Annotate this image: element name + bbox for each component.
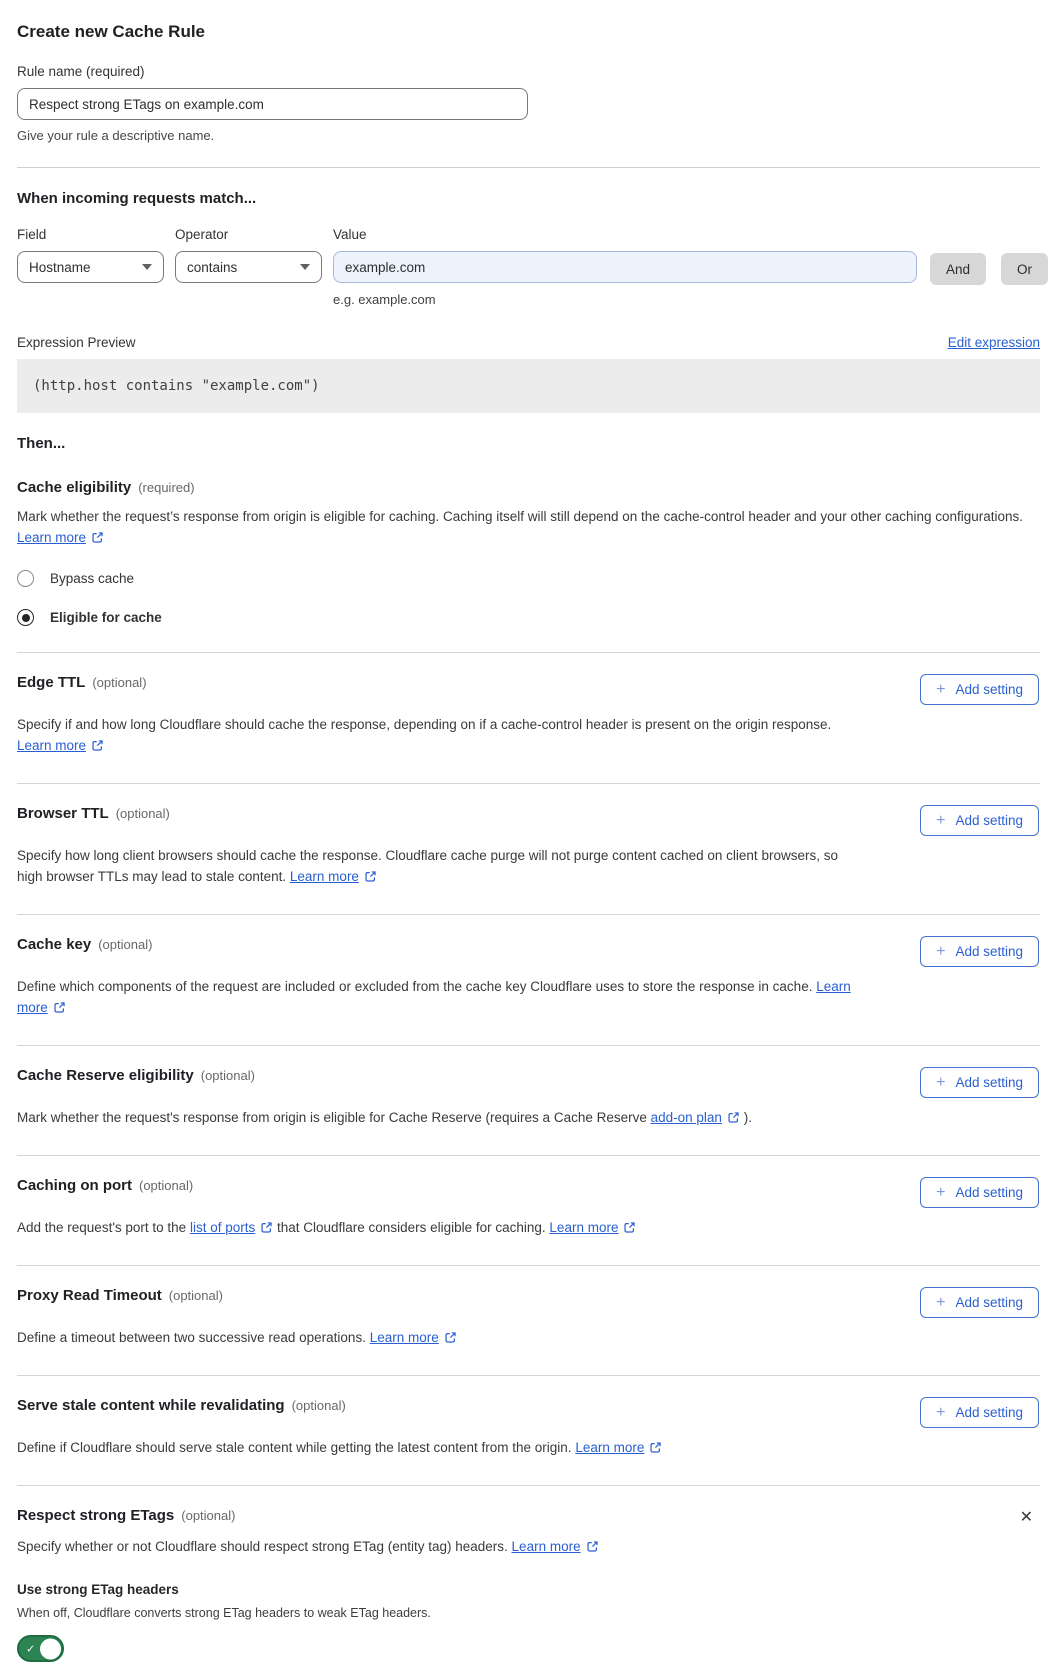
page-title: Create new Cache Rule	[17, 22, 206, 41]
radio-eligible-for-cache[interactable]: Eligible for cache	[17, 609, 162, 626]
field-select[interactable]	[17, 251, 164, 283]
value-hint: e.g. example.com	[333, 292, 436, 307]
optional-tag: (optional)	[98, 937, 153, 952]
optional-tag: (optional)	[115, 806, 170, 821]
setting-proxy-read-timeout: Proxy Read Timeout (optional) + Add setting Define a timeout between two successive read operations. Learn more	[17, 1265, 1040, 1375]
add-setting-button-cache-reserve[interactable]: + Add setting	[920, 1067, 1039, 1098]
setting-edge-ttl: Edge TTL (optional) + Add setting Specify if and how long Cloudflare should cache the response, depending on if a cache-control header is present on the origin response. Learn more	[17, 652, 1040, 783]
radio-icon-selected[interactable]	[17, 609, 34, 626]
external-link-icon	[91, 739, 104, 752]
optional-tag: (optional)	[92, 675, 147, 690]
field-select-value: Hostname	[29, 259, 91, 275]
radio-bypass-cache[interactable]: Bypass cache	[17, 570, 134, 587]
plus-icon: +	[936, 811, 946, 829]
external-link-icon	[586, 1540, 599, 1553]
expression-preview-row	[17, 335, 1040, 350]
external-link-icon	[53, 1001, 66, 1014]
setting-description: Define if Cloudflare should serve stale content while getting the latest content from the origin. Learn more	[17, 1437, 862, 1458]
learn-more-link[interactable]: Learn more	[17, 738, 87, 753]
external-link-icon	[649, 1441, 662, 1454]
add-setting-button-serve-stale[interactable]: + Add setting	[920, 1397, 1039, 1428]
external-link-icon	[91, 531, 104, 544]
operator-label: Operator	[175, 227, 229, 242]
operator-select[interactable]	[175, 251, 322, 283]
optional-tag: (optional)	[139, 1178, 194, 1193]
match-heading: When incoming requests match...	[17, 190, 257, 207]
external-link-icon	[364, 870, 377, 883]
field-column	[17, 227, 164, 283]
add-setting-button-proxy-read-timeout[interactable]: + Add setting	[920, 1287, 1039, 1318]
add-setting-button-cache-key[interactable]: + Add setting	[920, 936, 1039, 967]
setting-description: Specify if and how long Cloudflare should cache the response, depending on if a cache-control header is present on the origin response. Learn more	[17, 717, 832, 753]
close-icon[interactable]: ✕	[1019, 1509, 1033, 1526]
use-strong-etag-headers-label: Use strong ETag headers	[17, 1582, 179, 1597]
setting-caching-on-port: Caching on port (optional) + Add setting Add the request's port to the list of ports that Cloudflare considers eligible for caching. Learn more	[17, 1155, 1040, 1265]
setting-description: Specify how long client browsers should cache the response. Cloudflare cache purge will not purge content cached on client browsers, so high browser TTLs may lead to stale content. Learn more	[17, 848, 838, 884]
optional-tag: (optional)	[200, 1068, 255, 1083]
edit-expression-link[interactable]: Edit expression	[947, 335, 1040, 350]
chevron-down-icon	[300, 264, 310, 270]
learn-more-link[interactable]: Learn more	[549, 1220, 619, 1235]
external-link-icon	[727, 1111, 740, 1124]
etags-toggle-help: When off, Cloudflare converts strong ETag headers to weak ETag headers.	[17, 1606, 431, 1620]
plus-icon: +	[936, 942, 946, 960]
value-label: Value	[333, 227, 367, 242]
cache-eligibility-section	[17, 479, 1040, 626]
plus-icon: +	[936, 1183, 946, 1201]
radio-icon[interactable]	[17, 570, 34, 587]
section-divider	[17, 167, 1040, 168]
value-input[interactable]	[333, 251, 917, 283]
setting-description: Add the request's port to the list of ports that Cloudflare considers eligible for caching. Learn more	[17, 1217, 862, 1238]
toggle-knob[interactable]	[40, 1638, 61, 1659]
etags-description: Specify whether or not Cloudflare should respect strong ETag (entity tag) headers. Learn more	[17, 1536, 1029, 1557]
rule-name-block	[17, 64, 1040, 143]
required-tag: (required)	[138, 480, 195, 495]
add-on-plan-link[interactable]: add-on plan	[650, 1110, 722, 1125]
plus-icon: +	[936, 1403, 946, 1421]
setting-cache-reserve-eligibility: Cache Reserve eligibility (optional) + Add setting Mark whether the request's response from origin is eligible for Cache Reserve (requires a Cache Reserve add-on plan ).	[17, 1045, 1040, 1155]
plus-icon: +	[936, 1293, 946, 1311]
learn-more-link[interactable]: Learn more	[17, 979, 851, 1015]
or-button[interactable]: Or	[1001, 253, 1048, 285]
learn-more-link[interactable]: Learn more	[369, 1330, 439, 1345]
add-setting-button-browser-ttl[interactable]: + Add setting	[920, 805, 1039, 836]
optional-settings-list	[17, 652, 1040, 1662]
cache-eligibility-description: Mark whether the request’s response from origin is eligible for caching. Caching itself will still depend on the cache-control header and your other caching configurations. Learn more	[17, 509, 1024, 545]
setting-browser-ttl: Browser TTL (optional) + Add setting Specify how long client browsers should cache the response. Cloudflare cache purge will not purge content cached on client browsers, so high browser TTLs may lead to stale content. Learn more	[17, 783, 1040, 914]
add-setting-button-caching-on-port[interactable]: + Add setting	[920, 1177, 1039, 1208]
setting-description: Define which components of the request are included or excluded from the cache key Cloudflare uses to store the response in cache. Learn more	[17, 979, 851, 1015]
optional-tag: (optional)	[168, 1288, 223, 1303]
setting-serve-stale: Serve stale content while revalidating (optional) + Add setting Define if Cloudflare should serve stale content while getting the latest content from the origin. Learn more	[17, 1375, 1040, 1485]
strong-etag-toggle[interactable]	[17, 1635, 64, 1662]
optional-tag: (optional)	[181, 1508, 236, 1523]
expression-preview-label: Expression Preview	[17, 335, 136, 350]
optional-tag: (optional)	[291, 1398, 346, 1413]
cache-eligibility-title: Cache eligibility	[17, 479, 132, 496]
check-icon: ✓	[26, 1643, 36, 1655]
learn-more-link[interactable]: Learn more	[289, 869, 359, 884]
external-link-icon	[623, 1221, 636, 1234]
then-heading: Then...	[17, 435, 66, 452]
rule-name-label: Rule name (required)	[17, 64, 145, 79]
match-builder-row	[17, 227, 1040, 307]
setting-description: Define a timeout between two successive read operations. Learn more	[17, 1327, 862, 1348]
external-link-icon	[260, 1221, 273, 1234]
external-link-icon	[444, 1331, 457, 1344]
list-of-ports-link[interactable]: list of ports	[189, 1220, 256, 1235]
learn-more-link[interactable]: Learn more	[511, 1539, 581, 1554]
learn-more-link[interactable]: Learn more	[575, 1440, 645, 1455]
rule-name-help: Give your rule a descriptive name.	[17, 128, 215, 143]
operator-select-value: contains	[187, 259, 238, 275]
rule-name-input[interactable]	[17, 88, 528, 120]
value-column	[333, 227, 917, 307]
setting-cache-key: Cache key (optional) + Add setting Define which components of the request are included or excluded from the cache key Cloudflare uses to store the response in cache. Learn more	[17, 914, 1040, 1045]
operator-column	[175, 227, 322, 283]
add-setting-button-edge-ttl[interactable]: + Add setting	[920, 674, 1039, 705]
plus-icon: +	[936, 1073, 946, 1091]
plus-icon: +	[936, 680, 946, 698]
and-button[interactable]: And	[930, 253, 986, 285]
learn-more-link[interactable]: Learn more	[17, 530, 87, 545]
expression-code: (http.host contains "example.com")	[17, 359, 1040, 413]
setting-respect-strong-etags: Respect strong ETags (optional) ✕ Specify whether or not Cloudflare should respect strong ETag (entity tag) headers. Learn more Use strong ETag headers When off, Cloudflare converts strong ETag headers to weak ETag headers. ✓	[17, 1485, 1040, 1662]
field-label: Field	[17, 227, 47, 242]
setting-description: Mark whether the request's response from origin is eligible for Cache Reserve (requires a Cache Reserve add-on plan ).	[17, 1110, 752, 1125]
chevron-down-icon	[142, 264, 152, 270]
